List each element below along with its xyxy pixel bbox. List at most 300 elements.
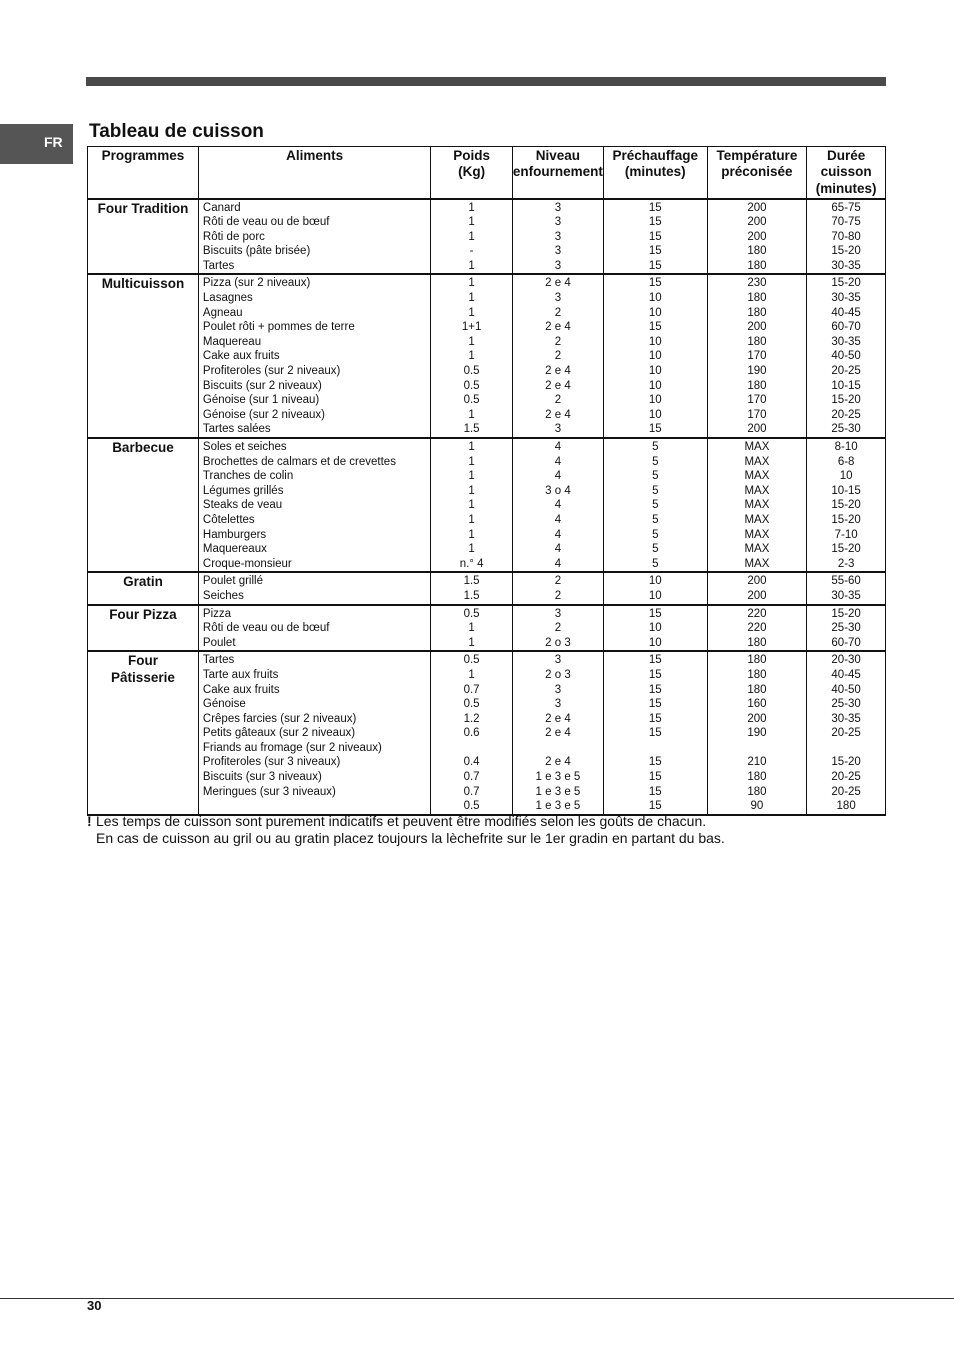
cell-line: 1 xyxy=(468,306,475,319)
cell-line: 15 xyxy=(648,756,662,769)
warning-mark: ! xyxy=(87,813,92,829)
cell-line: 20-25 xyxy=(831,771,861,784)
temperature-cell xyxy=(707,438,807,572)
preheat-cell xyxy=(603,605,707,652)
cell-line: 15 xyxy=(648,259,662,272)
cell-line: 40-45 xyxy=(831,306,861,319)
cell-line: 190 xyxy=(747,365,767,378)
cell-line: Soles et seiches xyxy=(202,441,287,453)
cell-line: 2 o 3 xyxy=(545,636,571,649)
preheat-cell xyxy=(603,572,707,604)
cell-line: 15-20 xyxy=(831,277,861,290)
cell-line: 2 e 4 xyxy=(545,277,571,290)
cell-line: Côtelettes xyxy=(202,513,255,526)
cell-line: 15 xyxy=(648,423,662,436)
cell-line: 3 xyxy=(554,683,562,696)
food-cell xyxy=(198,605,430,652)
cell-line: Cake aux fruits xyxy=(202,683,280,696)
cell-line: Agneau xyxy=(202,306,243,319)
cell-line: 2 xyxy=(554,622,562,635)
cell-line: 180 xyxy=(747,245,767,258)
cell-line: 3 xyxy=(554,201,562,214)
weight-cell xyxy=(431,274,513,438)
food-cell xyxy=(198,438,430,572)
cell-line: Poulet xyxy=(202,636,236,649)
level-cell xyxy=(512,199,603,275)
level-cell xyxy=(512,605,603,652)
cell-line: 15 xyxy=(648,277,662,290)
cell-line: Poulet grillé xyxy=(202,575,263,588)
cell-line: MAX xyxy=(744,484,770,497)
cell-line: 20-25 xyxy=(831,408,861,421)
cell-line: 40-45 xyxy=(831,668,861,681)
cell-line: 200 xyxy=(747,216,767,229)
column-header: Aliments xyxy=(198,147,430,199)
cell-line: 180 xyxy=(747,654,767,667)
cell-line: 2 xyxy=(554,335,562,348)
cell-line: 2 e 4 xyxy=(545,408,571,421)
cell-line: 5 xyxy=(652,557,659,570)
cell-line: 20-25 xyxy=(831,365,861,378)
cell-line: 180 xyxy=(747,785,767,798)
cell-line: 1 xyxy=(468,622,475,635)
cell-line: 200 xyxy=(747,575,767,588)
table-row xyxy=(88,199,886,275)
cell-line xyxy=(431,741,512,756)
duration-cell xyxy=(807,274,886,438)
weight-cell xyxy=(431,651,513,815)
cell-line: MAX xyxy=(744,543,770,556)
cell-line: 15 xyxy=(648,321,662,334)
cell-line: 5 xyxy=(652,499,659,512)
program-name: Multicuisson xyxy=(88,274,199,438)
cell-line: 180 xyxy=(747,335,767,348)
cell-line: 5 xyxy=(652,455,659,468)
cell-line: 200 xyxy=(747,230,767,243)
cell-line: 0.7 xyxy=(463,785,480,798)
cell-line: 1 e 3 e 5 xyxy=(535,800,581,813)
duration-cell xyxy=(807,438,886,572)
cell-line: 15 xyxy=(648,230,662,243)
program-group xyxy=(88,274,886,438)
cell-line: 10 xyxy=(648,365,662,378)
cell-line: Poulet rôti + pommes de terre xyxy=(202,321,355,334)
cell-line: MAX xyxy=(744,557,770,570)
cell-line: Canard xyxy=(202,201,241,214)
cell-line: 40-50 xyxy=(831,683,861,696)
cell-line: 15 xyxy=(648,698,662,711)
cell-line: 20-25 xyxy=(831,727,861,740)
cell-line: Lasagnes xyxy=(202,292,253,305)
program-name: Four Pizza xyxy=(88,605,199,652)
cell-line: 180 xyxy=(747,292,767,305)
cell-line: 1.5 xyxy=(463,589,480,602)
cell-line: 20-30 xyxy=(831,654,861,667)
notes xyxy=(87,813,725,847)
duration-cell xyxy=(807,605,886,652)
cell-line: 2 e 4 xyxy=(545,365,571,378)
cell-line: 55-60 xyxy=(831,575,861,588)
cell-line: 4 xyxy=(554,470,562,483)
table-header-row xyxy=(88,147,886,199)
cell-line: 1 xyxy=(468,441,475,453)
cell-line: 10 xyxy=(648,622,662,635)
cell-line: 1 xyxy=(468,455,475,468)
level-cell xyxy=(512,651,603,815)
cell-line: 10 xyxy=(648,292,662,305)
cell-line: 2-3 xyxy=(837,557,855,570)
program-group xyxy=(88,651,886,815)
cell-line xyxy=(807,741,885,756)
note-line-2: En cas de cuisson au gril ou au gratin placez toujours la lèchefrite sur le 1er gradin en partant du bas. xyxy=(96,830,725,846)
cell-line: 0.7 xyxy=(463,771,480,784)
cell-line: 210 xyxy=(747,756,767,769)
cell-line: 5 xyxy=(652,441,659,453)
level-cell xyxy=(512,274,603,438)
cell-line: 30-35 xyxy=(831,292,861,305)
cell-line: 2 e 4 xyxy=(545,321,571,334)
cell-line: Friands au fromage (sur 2 niveaux) xyxy=(202,741,382,754)
cell-line: 10 xyxy=(648,575,662,588)
program-name: Barbecue xyxy=(88,438,199,572)
cell-line: 1 xyxy=(468,350,475,363)
cell-line: 200 xyxy=(747,589,767,602)
cell-line: 6-8 xyxy=(837,455,855,468)
cell-line: 30-35 xyxy=(831,712,861,725)
cell-line: Tarte aux fruits xyxy=(202,668,279,681)
cell-line: 25-30 xyxy=(831,423,861,436)
cell-line: Profiteroles (sur 2 niveaux) xyxy=(202,365,341,378)
cell-line: 10 xyxy=(648,636,662,649)
cell-line: 10-15 xyxy=(831,379,861,392)
cell-line: 3 xyxy=(554,423,562,436)
food-cell xyxy=(198,274,430,438)
cell-line: 180 xyxy=(747,636,767,649)
cell-line: Pizza (sur 2 niveaux) xyxy=(202,277,311,290)
cell-line: 2 xyxy=(554,589,562,602)
cell-line: 65-75 xyxy=(831,201,861,214)
cell-line: 40-50 xyxy=(831,350,861,363)
column-header: Préchauffage (minutes) xyxy=(603,147,707,199)
cell-line: 10-15 xyxy=(831,484,861,497)
cell-line: 15-20 xyxy=(831,513,861,526)
program-group xyxy=(88,438,886,572)
cell-line: 10 xyxy=(648,350,662,363)
cell-line: 220 xyxy=(747,607,767,620)
bottom-rule xyxy=(0,1298,954,1299)
cell-line: Crêpes farcies (sur 2 niveaux) xyxy=(202,712,357,725)
cell-line: 15 xyxy=(648,201,662,214)
cell-line: 1 xyxy=(468,528,475,541)
cell-line: 70-75 xyxy=(831,216,861,229)
cell-line: Maquereau xyxy=(202,335,262,348)
cell-line: 15-20 xyxy=(831,245,861,258)
cell-line: 15 xyxy=(648,771,662,784)
duration-cell xyxy=(807,199,886,275)
cell-line: Cake aux fruits xyxy=(202,350,280,363)
cell-line: 4 xyxy=(554,543,562,556)
cell-line: 3 o 4 xyxy=(545,484,571,497)
cell-line: 2 e 4 xyxy=(545,379,571,392)
cell-line: 7-10 xyxy=(834,528,858,541)
cell-line xyxy=(513,741,603,756)
cell-line: 1 xyxy=(468,230,475,243)
level-cell xyxy=(512,572,603,604)
cell-line: 200 xyxy=(747,321,767,334)
preheat-cell xyxy=(603,438,707,572)
cell-line: 10 xyxy=(839,470,853,483)
program-group xyxy=(88,605,886,652)
food-cell xyxy=(198,572,430,604)
cell-line: Biscuits (pâte brisée) xyxy=(202,245,311,258)
preheat-cell xyxy=(603,651,707,815)
cell-line: 8-10 xyxy=(834,441,858,453)
cell-line: Légumes grillés xyxy=(202,484,284,497)
weight-cell xyxy=(431,438,513,572)
cell-line: 1+1 xyxy=(461,321,482,334)
program-group xyxy=(88,199,886,275)
cell-line: 15 xyxy=(648,668,662,681)
cell-line: 2 e 4 xyxy=(545,712,571,725)
cell-line: 0.5 xyxy=(463,698,480,711)
note-text-1: Les temps de cuisson sont purement indicatifs et peuvent être modifiés selon les goûts de chacun. xyxy=(96,813,707,829)
temperature-cell xyxy=(707,199,807,275)
note-line-1 xyxy=(87,813,725,830)
cell-line xyxy=(708,741,807,756)
cell-line: Rôti de veau ou de bœuf xyxy=(202,216,330,229)
cell-line: 1 xyxy=(468,216,475,229)
cell-line: 1 xyxy=(468,499,475,512)
cell-line: MAX xyxy=(744,528,770,541)
cell-line: Seiches xyxy=(202,589,244,602)
cell-line: 4 xyxy=(554,441,562,453)
level-cell xyxy=(512,438,603,572)
cell-line: 230 xyxy=(747,277,767,290)
cell-line: 90 xyxy=(750,800,764,813)
cell-line: 3 xyxy=(554,230,562,243)
cell-line: 1 xyxy=(468,668,475,681)
cell-line: 200 xyxy=(747,201,767,214)
temperature-cell xyxy=(707,572,807,604)
cell-line: 3 xyxy=(554,245,562,258)
cell-line: 180 xyxy=(747,668,767,681)
cell-line: 0.5 xyxy=(463,394,480,407)
cell-line: Biscuits (sur 3 niveaux) xyxy=(202,771,322,784)
cell-line: Tartes xyxy=(202,654,235,667)
cell-line: 180 xyxy=(747,683,767,696)
cell-line: 170 xyxy=(747,408,767,421)
cell-line: 20-25 xyxy=(831,785,861,798)
cell-line: 1.2 xyxy=(463,712,480,725)
cell-line: 1 xyxy=(468,513,475,526)
cell-line: 1 e 3 e 5 xyxy=(535,771,581,784)
temperature-cell xyxy=(707,605,807,652)
cell-line: Tartes salées xyxy=(202,423,271,436)
cell-line: 10 xyxy=(648,306,662,319)
cell-line: 60-70 xyxy=(831,636,861,649)
cell-line: 190 xyxy=(747,727,767,740)
cell-line: 1 xyxy=(468,408,475,421)
cell-line: Tartes xyxy=(202,259,235,272)
cell-line: 25-30 xyxy=(831,698,861,711)
cell-line: 70-80 xyxy=(831,230,861,243)
cell-line xyxy=(604,741,707,756)
cell-line: 15 xyxy=(648,216,662,229)
cell-line: 4 xyxy=(554,499,562,512)
cell-line: 1 xyxy=(468,335,475,348)
cell-line: MAX xyxy=(744,470,770,483)
cell-line: Croque-monsieur xyxy=(202,557,292,570)
page-number: 30 xyxy=(87,1298,102,1313)
cell-line: 30-35 xyxy=(831,589,861,602)
program-name: Gratin xyxy=(88,572,199,604)
cell-line: 1 xyxy=(468,277,475,290)
cell-line: 180 xyxy=(747,379,767,392)
program-name: Four Tradition xyxy=(88,199,199,275)
column-header: Niveau enfournement xyxy=(512,147,603,199)
cell-line: 220 xyxy=(747,622,767,635)
cell-line: 25-30 xyxy=(831,622,861,635)
cell-line: Petits gâteaux (sur 2 niveaux) xyxy=(202,727,356,740)
cell-line: Génoise xyxy=(202,698,246,711)
cell-line: Tranches de colin xyxy=(202,470,294,483)
cell-line: Meringues (sur 3 niveaux) xyxy=(202,785,336,798)
cell-line: 10 xyxy=(648,394,662,407)
cell-line: 15-20 xyxy=(831,394,861,407)
cell-line: 1 xyxy=(468,201,475,214)
cell-line: 5 xyxy=(652,470,659,483)
cell-line: 0.5 xyxy=(463,654,480,667)
table-row xyxy=(88,572,886,604)
cell-line: Profiteroles (sur 3 niveaux) xyxy=(202,756,341,769)
cell-line: 15-20 xyxy=(831,499,861,512)
weight-cell xyxy=(431,605,513,652)
cell-line: 3 xyxy=(554,698,562,711)
cell-line: Brochettes de calmars et de crevettes xyxy=(202,455,396,468)
cell-line: 1.5 xyxy=(463,575,480,588)
cell-line: 4 xyxy=(554,528,562,541)
cell-line: 30-35 xyxy=(831,259,861,272)
cell-line: 4 xyxy=(554,557,562,570)
cell-line: 15-20 xyxy=(831,756,861,769)
cell-line: 15 xyxy=(648,712,662,725)
cell-line: 170 xyxy=(747,394,767,407)
cell-line: 4 xyxy=(554,513,562,526)
cell-line: Hamburgers xyxy=(202,528,267,541)
cell-line: 2 xyxy=(554,350,562,363)
cell-line: 2 xyxy=(554,394,562,407)
cell-line: 200 xyxy=(747,712,767,725)
cell-line: 10 xyxy=(648,589,662,602)
cell-line: 0.5 xyxy=(463,800,480,813)
duration-cell xyxy=(807,572,886,604)
language-tab: FR xyxy=(0,124,73,164)
cell-line: 60-70 xyxy=(831,321,861,334)
cell-line: 170 xyxy=(747,350,767,363)
cell-line xyxy=(203,799,430,814)
cell-line: 180 xyxy=(747,771,767,784)
cell-line: 10 xyxy=(648,335,662,348)
food-cell xyxy=(198,199,430,275)
cell-line: 200 xyxy=(747,423,767,436)
cell-line: 2 xyxy=(554,306,562,319)
food-cell xyxy=(198,651,430,815)
preheat-cell xyxy=(603,199,707,275)
column-header: Poids (Kg) xyxy=(431,147,513,199)
cell-line: 2 o 3 xyxy=(545,668,571,681)
cell-line: - xyxy=(469,245,474,258)
cell-line: 5 xyxy=(652,528,659,541)
weight-cell xyxy=(431,572,513,604)
cell-line: MAX xyxy=(744,499,770,512)
cell-line: Maquereaux xyxy=(202,543,267,556)
temperature-cell xyxy=(707,274,807,438)
cell-line: 15 xyxy=(648,785,662,798)
cell-line: Rôti de porc xyxy=(202,230,265,243)
cell-line: 1 e 3 e 5 xyxy=(535,785,581,798)
table-row xyxy=(88,605,886,652)
table-row xyxy=(88,438,886,572)
cell-line: MAX xyxy=(744,455,770,468)
cell-line: 15 xyxy=(648,607,662,620)
cell-line: 0.5 xyxy=(463,607,480,620)
column-header: Programmes xyxy=(88,147,199,199)
cell-line: 4 xyxy=(554,455,562,468)
cell-line: 5 xyxy=(652,513,659,526)
top-rule xyxy=(86,77,886,86)
cell-line: 2 e 4 xyxy=(545,727,571,740)
cell-line: 15 xyxy=(648,683,662,696)
cell-line: 15-20 xyxy=(831,607,861,620)
cell-line: n.° 4 xyxy=(459,557,484,570)
column-header: Durée cuisson (minutes) xyxy=(807,147,886,199)
cell-line: 30-35 xyxy=(831,335,861,348)
cell-line: 3 xyxy=(554,654,562,667)
cell-line: 15-20 xyxy=(831,543,861,556)
cell-line: 15 xyxy=(648,800,662,813)
weight-cell xyxy=(431,199,513,275)
cell-line: 0.7 xyxy=(463,683,480,696)
cooking-table xyxy=(87,146,886,816)
cell-line: 180 xyxy=(747,259,767,272)
cell-line: 10 xyxy=(648,379,662,392)
cell-line: 0.6 xyxy=(463,727,480,740)
cell-line: 10 xyxy=(648,408,662,421)
cell-line: 1 xyxy=(468,636,475,649)
page-title: Tableau de cuisson xyxy=(89,121,264,142)
cell-line: Biscuits (sur 2 niveaux) xyxy=(202,379,322,392)
table-row xyxy=(88,651,886,815)
cell-line: 3 xyxy=(554,216,562,229)
cell-line: 15 xyxy=(648,245,662,258)
cell-line: 3 xyxy=(554,259,562,272)
cell-line: 3 xyxy=(554,607,562,620)
cell-line: 15 xyxy=(648,727,662,740)
cell-line: 180 xyxy=(836,800,856,813)
cell-line: 2 e 4 xyxy=(545,756,571,769)
cell-line: 1 xyxy=(468,259,475,272)
cell-line: Pizza xyxy=(202,607,232,620)
cell-line: 1 xyxy=(468,543,475,556)
cell-line: 180 xyxy=(747,306,767,319)
cell-line: Génoise (sur 2 niveaux) xyxy=(202,408,325,421)
cell-line: 3 xyxy=(554,292,562,305)
table-row xyxy=(88,274,886,438)
cell-line: 160 xyxy=(747,698,767,711)
cell-line: MAX xyxy=(744,441,770,453)
cell-line: Steaks de veau xyxy=(202,499,283,512)
cell-line: 0.4 xyxy=(463,756,480,769)
